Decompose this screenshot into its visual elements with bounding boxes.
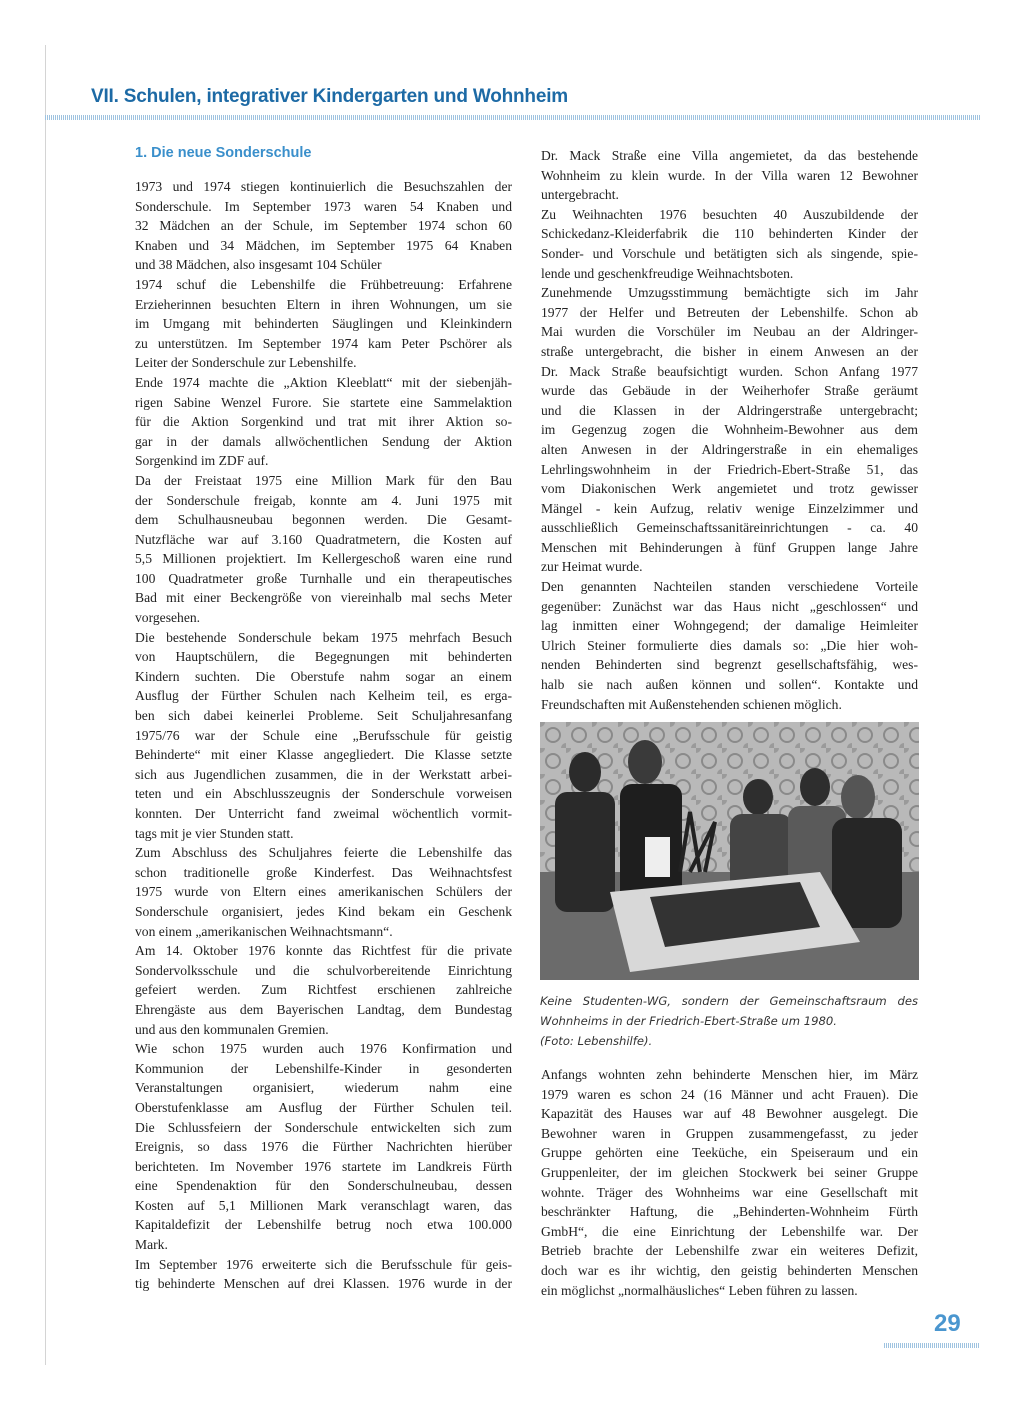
text-line: Im September 1976 erweiterte sich die Berufsschule für geis- [135,1256,512,1272]
photo-caption [540,991,918,1051]
text-line: Ehrengäste aus dem Bayerischen Landtag, dem Bundestag [135,1001,512,1017]
text-line: im Gegenzug zogen die Wohnheim-Bewohner aus dem [541,422,918,438]
paragraph [135,275,512,373]
paragraph [541,1065,918,1300]
text-line: Mängel - kein Aufzug, relativ wenige Einzelzimmer und [541,500,918,516]
text-line: für die Aktion Sorgenkind und trat mit ihrer Aktion so- [135,414,512,430]
text-line: Bad mit einer Beckengröße von viereinhalb mal sechs Meter [135,590,512,606]
text-line: Nutzfläche war auf 3.160 Quadratmetern, die Kosten auf [135,531,512,547]
paragraph [135,373,512,471]
text-line: Am 14. Oktober 1976 konnte das Richtfest für die private [135,943,512,959]
paragraph [135,177,512,275]
text-line: Ereignis, so dass 1976 die Fürther Nachrichten hierüber [135,1139,512,1155]
text-line: Kosten auf 5,1 Millionen Mark veranschlagt waren, das [135,1197,512,1213]
text-line: Veranstaltungen organisiert, wiederum nahm eine [135,1080,512,1096]
text-line: Sorgenkind im ZDF auf. [135,453,269,469]
text-line: eine Spendenaktion für den Sonderschulneubau, dessen [135,1178,512,1194]
text-line: wurde das Gebäude in der Weiherhofer Straße geräumt [541,383,918,399]
page-number: 29 [934,1310,961,1337]
text-line: Kapazität des Hauses war auf 48 Bewohner ausgelegt. Die [541,1106,918,1122]
text-line: Menschen mit Behinderungen à fünf Gruppen lange Jahre [541,539,918,555]
text-line: alten Anwesen in der Aldringerstraße in ein ehemaliges [541,441,918,457]
text-line: straße untergebracht, die bisher in einem Anwesen an der [541,343,918,359]
text-line: 32 Mädchen an der Schule, im September 1974 schon 60 [135,218,512,234]
left-column [135,177,512,1294]
paragraph [541,146,918,205]
text-line: ausschließlich Gemeinschaftssanitäreinrichtungen - ca. 40 [541,520,918,536]
text-line: und die Klassen in der Aldringerstraße untergebracht; [541,402,918,418]
text-line: schon traditionelle große Kinderfest. Das Weihnachtsfest [135,864,512,880]
text-line: 1973 und 1974 stiegen kontinuierlich die Besuchszahlen der [135,179,512,194]
text-line: Die bestehende Sonderschule bekam 1975 mehrfach Besuch [135,629,512,645]
text-line: teten und ein Abschlusszeugnis der Sonderschule vorweisen [135,786,512,802]
text-line: Da der Freistaat 1975 eine Million Mark für den Bau [135,472,512,488]
text-line: im Umgang mit behinderten Säuglingen und Kleinkindern [135,316,512,332]
text-line: untergebracht. [541,187,619,203]
text-line: von einem „amerikanischen Weihnachtsmann“. [135,923,393,939]
text-line: Lehrlingswohnheim in der Friedrich-Ebert-Straße 51, das [541,461,918,477]
text-line: 1975/76 war der Schule eine „Berufsschule für geistig [135,727,512,743]
text-line: 1975 wurde von Eltern eines amerikanischen Schülers der [135,884,512,900]
text-line: Gruppe gehörten eine Teeküche, ein Speiseraum und ein [541,1145,918,1161]
text-line: Leiter der Sonderschule zur Lebenshilfe. [135,355,357,371]
section-heading: 1. Die neue Sonderschule [135,145,312,161]
text-line: gegenüber: Zunächst war das Haus nicht „geschlossen“ und [541,598,918,614]
text-line: Die Schlussfeiern der Sonderschule entwickelten sich zum [135,1119,512,1135]
text-line: und aus den kommunalen Gremien. [135,1021,329,1037]
text-line: Mai wurden die Vorschüler im Neubau an der Aldringer- [541,324,918,340]
text-line: berichteten. Im November 1976 startete im Landkreis Fürth [135,1158,512,1174]
text-line: GmbH“, die eine Einrichtung der Lebenshilfe war. Der [541,1223,918,1239]
caption-line: Wohnheims in der Friedrich-Ebert-Straße um 1980. [540,1014,837,1028]
text-line: Bewohner waren in Gruppen zusammengefasst, zu jeder [541,1125,918,1141]
paragraph [541,283,918,577]
text-line: zu unterstützen. Im September 1974 kam Peter Pschörer als [135,335,512,351]
text-line: doch war es ihr wichtig, den geistig behinderten Menschen [541,1262,918,1278]
text-line: 1974 schuf die Lebenshilfe die Frühbetreuung: Erfahrene [135,276,512,292]
text-line: tags mit je vier Stunden statt. [135,825,294,841]
text-line: Wohnheim zu klein wurde. In der Villa waren 12 Bewohner [541,167,918,183]
right-column-top [541,146,918,714]
text-line: 5,5 Millionen projektiert. Im Kellergeschoß waren eine rund [135,551,512,567]
text-line: gar in der damals allwöchentlichen Sendung der Aktion [135,433,512,449]
paragraph [135,1039,512,1255]
paragraph [541,205,918,283]
text-line: Kapitaldefizit der Lebenshilfe betrug noch etwa 100.000 [135,1217,512,1233]
text-line: Betrieb brachte der Lebenshilfe zwar ein weiteres Defizit, [541,1243,918,1259]
text-line: zur Heimat wurde. [541,559,643,575]
text-line: Ende 1974 machte die „Aktion Kleeblatt“ mit der siebenjäh- [135,374,512,390]
text-line: 1977 der Helfer und Betreuten der Lebenshilfe. Schon ab [541,304,918,320]
paragraph [135,843,512,941]
text-line: dem Schulhausneubau begonnen werden. Die Gesamt- [135,512,512,528]
right-column-bottom [541,1065,918,1300]
text-line: Anfangs wohnten zehn behinderte Menschen hier, im März [541,1067,918,1082]
text-line: Sonderschule. Im September 1973 waren 54 Knaben und [135,198,512,214]
paragraph [135,1255,512,1294]
text-line: Gruppenleiter, der im gleichen Stockwerk bei seiner Gruppe [541,1164,918,1180]
text-line: Ausflug der Fürther Schulen nach Kelheim teil, es erga- [135,688,512,704]
text-line: lende und geschenkfreudige Weihnachtsboten. [541,265,794,281]
text-line: sich aus Jugendlichen zusammen, die in der Werkstatt arbei- [135,766,512,782]
text-line: rigen Sabine Wenzel Furore. Sie startete eine Sammelaktion [135,394,512,410]
text-line: nenden Behinderten sind begrenzt gesellschaftsfähig, wes- [541,657,918,673]
text-line: konnten. Der Unterricht fand zweimal wöchentlich vormit- [135,806,512,821]
text-line: Zunehmende Umzugsstimmung bemächtigte sich im Jahr [541,285,918,301]
text-line: Ulrich Steiner formulierte dies damals so: „Die hier woh- [541,637,918,653]
text-line: Dr. Mack Straße beaufsichtigt wurden. Schon Anfang 1977 [541,363,918,379]
paragraph [135,941,512,1039]
text-line: von Hauptschülern, die Begegnungen mit behinderten [135,649,512,665]
photo-community-room [540,722,919,980]
text-line: und 38 Mädchen, also insgesamt 104 Schüler [135,257,382,273]
text-line: vorgesehen. [135,610,201,626]
text-line: Den genannten Nachteilen standen verschiedene Vorteile [541,579,918,595]
text-line: vom Diakonischen Werk angemietet und trotz gewisser [541,481,918,497]
text-line: wohnte. Träger des Wohnheims war eine Gesellschaft mit [541,1184,918,1200]
caption-line: (Foto: Lebenshilfe). [540,1034,653,1048]
text-line: Mark. [135,1237,168,1253]
paragraph [135,471,512,628]
text-line: Sondervolksschule und die schulvorbereitende Einrichtung [135,962,512,978]
photo-image [540,722,919,980]
text-line: lag inmitten einer Wohngegend; der damalige Heimleiter [541,618,918,634]
text-line: Knaben und 34 Mädchen, im September 1975 64 Knaben [135,237,512,253]
text-line: Zu Weihnachten 1976 besuchten 40 Auszubildende der [541,206,918,222]
caption-line: Keine Studenten-WG, sondern der Gemeinschaftsraum des [540,994,918,1008]
footer-rule [884,1343,980,1348]
text-line: beschränkter Haftung, die „Behinderten-Wohnheim Fürth [541,1204,918,1220]
text-line: Zum Abschluss des Schuljahres feierte die Lebenshilfe das [135,845,512,861]
text-line: der Sonderschule freigab, konnte am 4. Juni 1975 mit [135,492,512,508]
chapter-title: VII. Schulen, integrativer Kindergarten und Wohnheim [91,86,568,107]
text-line: 100 Quadratmeter große Turnhalle und ein therapeutisches [135,570,512,586]
text-line: gefeiert werden. Zum Richtfest erschienen zahlreiche [135,982,512,998]
text-line: Wie schon 1975 wurden auch 1976 Konfirmation und [135,1041,512,1057]
page-margin-line [45,45,46,1365]
text-line: Kindern suchten. Die Oberstufe nahm sogar an einem [135,668,512,684]
text-line: Oberstufenklasse am Ausflug der Fürther Schulen teil. [135,1099,512,1115]
text-line: Sonderschule organisiert, jedes Kind bekam ein Geschenk [135,903,512,919]
text-line: Dr. Mack Straße eine Villa angemietet, da das bestehende [541,148,918,163]
paragraph [541,577,918,714]
text-line: ein möglichst „normalhäusliches“ Leben führen zu lassen. [541,1282,858,1298]
text-line: Behinderte“ mit einer Klasse angegliedert. Die Klasse setzte [135,747,512,763]
text-line: halb sie nach außen können und sollen“. Kontakte und [541,677,918,693]
text-line: tig behinderte Menschen auf drei Klassen. 1976 wurde in der [135,1276,512,1292]
text-line: Kommunion der Lebenshilfe-Kinder in gesonderten [135,1060,512,1076]
text-line: ben sich dabei keinerlei Probleme. Seit Schuljahresanfang [135,708,512,724]
text-line: Erzieherinnen besuchten Eltern in ihren Wohnungen, um sie [135,296,512,312]
header-rule [45,115,980,120]
text-line: 1979 waren es schon 24 (16 Männer und acht Frauen). Die [541,1086,918,1102]
text-line: Freundschaften mit Außenstehenden schienen möglich. [541,696,842,712]
paragraph [135,628,512,844]
text-line: Sonder- und Vorschule und betätigten sich als singende, spie- [541,245,918,261]
text-line: Schickedanz-Kleiderfabrik die 110 behinderten Kinder der [541,226,918,242]
